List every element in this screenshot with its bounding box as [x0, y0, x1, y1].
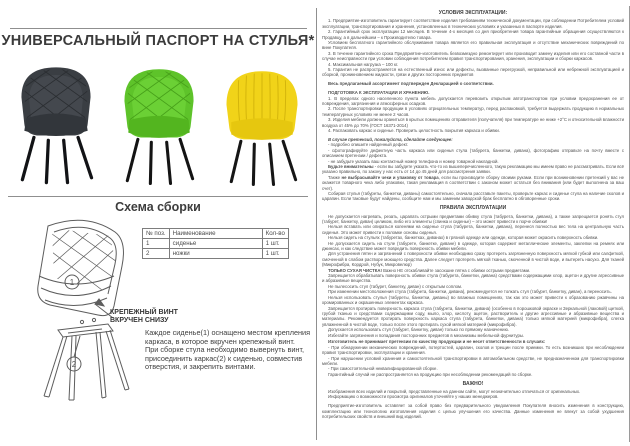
paragraph: 2. После транспортировки продукции в условиях отрицательных температур, перед распаковкой, требуется выдержать продукцию в нормальных температурных условиях не менее 2 часов.: [322, 106, 624, 117]
assembly-text-2: При сборке стула необходимо вывернуть винт, присоединить каркас(2) к сиденью, совместив отверстия, и закрепить винтами.: [145, 345, 305, 372]
paragraph: Условием бесплатного гарантийного обслуживания товара является его правильная эксплуатация и отсутствие механических повреждений по вине Покупателя.: [322, 39, 624, 51]
paragraph: 5. Гарантия не распространяется на естественный износ или дефекты, вызванные перегрузкой, неправильной или небрежной эксплуатацией и сборкой, проникновением жидкости, грязи и других посторонних предметов: [322, 66, 624, 78]
paragraph: Для устранения пятен и загрязнений с поверхности обивки необходимо сразу протереть загрязненную поверхность мягкой губкой или салфеткой, смоченной в слабом растворе моющего средства. Далее следует протереть мягкой тканью, смоченной в чистой воде, и вытереть насухо. Для тканей (Микрофибра, Кордрой, Нубук, Микровелюр): [322, 251, 624, 268]
page-title: УНИВЕРСАЛЬНЫЙ ПАСПОРТ НА СТУЛЬЯ*: [1, 33, 315, 49]
dry-clean-rest: Важно НЕ отскабливайте засохшие пятна с обивки острыми предметами.: [381, 267, 531, 273]
assembly-instructions: [145, 329, 313, 372]
col-name: Наименование: [169, 229, 262, 239]
claim-item: - подробно опишите найденный дефект.: [328, 142, 409, 148]
table-row: [143, 239, 289, 249]
parts-table: [142, 228, 289, 259]
attention-paragraph: [322, 164, 624, 175]
claim-item: - сфотографируйте дефектную часть каркаса или сиденья стула (табурета, банкетки, дивана), фотографию отправьте на почту вместе с описанием претензии / дефекта.: [322, 147, 624, 159]
table-header-row: [143, 229, 289, 239]
cell-name-1: сиденье: [169, 239, 262, 249]
paragraph: Нельзя вставать или опираться коленями на сиденье стула (табурета, банкетки, дивана), перенеся полностью вес тела на центральную часть сиденья. Это может привести к поломке основы сиденья.: [322, 224, 624, 235]
paragraph: 4. Распаковать каркас и сиденье. Проверить целостность покрытия каркаса и обивки.: [328, 128, 501, 134]
screw-label-line2: ВКРУЧЕН СНИЗУ: [110, 317, 169, 325]
paragraph: Нельзя использовать стулья (табуреты, банкетки, диваны) во влажных помещениях, так как это может привести к образованию ржавчины на хромированных и окрашенных элементах каркаса.: [322, 294, 624, 306]
paragraph: Запрещается протирать поверхность каркаса стула (табурета, банкетки, дивана) (особенно в порошковой окраске и Зеркальной (лаковой) щеткой, грубой тканью и средствами содержащими соду, мыло, хлор, кислоту, ацетон, растворитель и другие агрессивные и абразивные вещества и материалы. Рекомендуется протирать поверхность каркаса стула (табурета, банкетки, дивана) только мягкой материей (микрофибра), слегка увлажненной в чистой воде, только после этого протирать сухой мягкой материей (микрофибра).: [322, 305, 624, 327]
paragraph: Предприятие-изготовитель оставляет за собой право без предварительного уведомления Покупателя вносить изменения в конструкцию, комплектацию или технологию изготовления изделия с целью улучшения его качества. Данные изменения не влекут за собой ухудшения потребительских свойств и внешний вид изделий.: [322, 403, 624, 420]
paragraph: Нельзя сидеть на стульях (табуретах, банкетках, диванах) в грязной одежде или одежде, которая может окрасить поверхность обивки.: [328, 235, 599, 241]
prep-heading: ПОДГОТОВКА К ЭКСПЛУАТАЦИИ И ХРАНЕНИЮ.: [328, 90, 430, 96]
cell-qty-1: 1 шт.: [262, 239, 288, 249]
manufacturer-item: - При нарушении условий хранения и самостоятельной транспортировки в автомобильном средстве, не предназначенном для транспортировки мебели.: [322, 355, 624, 367]
section-rule: [8, 196, 308, 197]
paragraph: Гарантийный случай не распространяется на продукцию при несоблюдении рекомендаций по сборке.: [328, 371, 533, 377]
chair-legs: [231, 141, 295, 184]
claim-item: - не забудьте указать ваш контактный номер телефона и номер товарной накладной.: [328, 158, 499, 164]
paragraph: 4. Максимальная нагрузка – 100 кг.: [328, 61, 399, 67]
assembly-text-1: Каждое сиденье(1) оснащено местом крепления каркаса, в которое вкручен крепежный винт.: [145, 328, 311, 346]
attention-rest: - если вы забудете указать что-то из вышеперечисленного, такую рекламацию мы имеем право не рассматривать. Если всё указано правильно, по закону у нас есть от 14 до 45 дней для рассмотрения заявки.: [322, 163, 624, 175]
cell-qty-2: 1 шт.: [262, 249, 288, 259]
cell-pos-2: 2: [143, 249, 170, 259]
chair-legs: [127, 139, 192, 183]
paragraph: Изображения всех изделий и покрытий, представленные на данном сайте, могут незначительно отличаться от оригинальных.: [328, 389, 581, 395]
attention-lead: Будьте внимательны: [328, 163, 374, 169]
callout-1: 1: [69, 278, 75, 287]
screw-callout-label: [110, 309, 230, 326]
chair-legs: [22, 137, 91, 182]
important-heading: ВАЖНО!: [462, 380, 484, 387]
screw-label-line1: КРЕПЕЖНЫЙ ВИНТ: [110, 309, 178, 316]
assembly-heading: Схема сборки: [115, 200, 201, 214]
paragraph: 1. В пределах одного населенного пункта мебель допускается перевозить открытым автотранспортом при условии предохранения ее от повреждения, загрязнения и атмосферных осадков.: [322, 95, 624, 106]
paragraph: Не допускается нагревать, резать, царапать острыми предметами обивку стула (табурета, банкетки, дивана), а также запрещается ронять стул (табурет, банкетку, диван) целиком, либо его элементы (спинка и сиденье) – это может привести к порче обивки!: [322, 213, 624, 224]
paragraph: 1. Предприятие-изготовитель гарантирует соответствие изделия требованиям технической документации, при соблюдении Потребителем условий эксплуатации, транспортирования и хранения, установленных в технических условиях и указанных в паспорте изделия.: [322, 18, 624, 29]
chair-image-yellow: [214, 58, 310, 190]
keep-receipt-paragraph: [322, 175, 624, 191]
conditions-heading: УСЛОВИЯ ЭКСПЛУАТАЦИИ:: [438, 10, 508, 16]
conditions-column: [322, 10, 624, 442]
callout-2: 2: [71, 360, 77, 369]
paragraph: 3. Изделия мебели должны храниться в крытых помещениях отправителя (получателя) при температуре не ниже +2°С и относительной влажности воздуха от 45% до 70% (ГОСТ 16371-2014): [322, 117, 624, 128]
paragraph: 3. В течение гарантийного срока Предприятие-изготовитель безвозмездно ремонтирует или производит замену изделия или его составной части в случае неисправности при условии соблюдения потребителем правил транспортирования, хранения, эксплуатации и сборки каркасов.: [322, 50, 624, 62]
col-position: № поз.: [143, 229, 170, 239]
paragraph: Собирая стулья (табуреты, банкетки, диваны) самостоятельно, сначала расставьте пакеты, проверьте каркас и сиденье стула на наличие сколов и царапин. Если таковые будут найдены, сообщите нам и мы заменим заводской брак бесплатно в обговоренные сроки.: [322, 190, 624, 202]
top-rule: [10, 28, 307, 29]
chair-image-dark-gray: [8, 58, 104, 190]
paragraph: Запрещается обрабатывать поверхность обивки стула (табурета, банкетки, дивана) средствами содержащими хлор, ацетон и другие агрессивные и абразивные вещества.: [322, 273, 624, 284]
paragraph: Избегайте загрязнения и попадания посторонних предметов в механизмы мебельной фурнитуры.: [328, 332, 525, 338]
cell-name-2: ножки: [169, 249, 262, 259]
chair-photos: [8, 52, 310, 190]
manufacturer-item: - При обнаружении механических повреждений, потертостей, царапин, сколов и трещин после приемки. То есть возникших при несоблюдении правил транспортировки, эксплуатации и хранения.: [322, 344, 624, 356]
assortment-note: Весь предлагаемый ассортимент подтвержден Декларацией о соответствии.: [328, 81, 494, 87]
chair-image-green: [111, 58, 207, 190]
paragraph: Не допускается сидеть на стуле (табурете, банкетке, диване) в одежде, которая содержит металлические элементы, заклепки на ремнях или джинсах, и как следствие может повредить поверхность обивки мебели.: [322, 240, 624, 252]
dry-clean-lead: ТОЛЬКО СУХАЯ ЧИСТКА!: [328, 267, 382, 273]
paragraph: 2. Гарантийный срок эксплуатации 12 месяцев. В течение 4-х месяцев со дня приобретения товара гарантийные обращения осуществляются к Продавцу, а в дальнейшем – к Производителю товара.: [322, 29, 624, 40]
cell-pos-1: 1: [143, 239, 170, 249]
paragraph: Не пылесосить стул (табурет, банкетку, диван) с открытым соплом.: [328, 283, 463, 289]
keep-rest: , если вы производите сборку своими руками. Если при возникновении претензий у вас не окажется товарного чека либо упаковки, такая рекламация в соответствии с законом может остаться без внимания (или будет выполнена за ваш счет).: [322, 174, 624, 191]
keep-lead: не выбрасывайте чеки и упаковку от товара: [341, 174, 439, 180]
paragraph: Допускается использовать стул (табурет, банкетку, диван) только по прямому назначению.: [328, 327, 509, 333]
column-divider: [316, 8, 317, 440]
col-qty: Кол-во: [262, 229, 288, 239]
manufacturer-heading: Изготовитель не принимает претензии по качеству продукции и не несет ответственности в случаях:: [328, 339, 546, 345]
manufacturer-item: - При самостоятельной неквалифицированной сборке.: [328, 366, 438, 372]
keep-pre: Также: [328, 174, 342, 180]
claims-heading: В случае претензий, пожалуйста, сделайте следующее:: [328, 136, 453, 142]
table-row: [143, 249, 289, 259]
rules-heading: ПРАВИЛА ЭКСПЛУАТАЦИИ: [439, 205, 507, 212]
paragraph: При изменении местоположения стула (табурета, банкетки, дивана), рекомендуется не толкать стул (табурет, банкетку, диван), а переносить.: [328, 289, 612, 295]
paragraph: Информацию о возможности просмотра оригиналов уточняйте у наших менеджеров.: [328, 394, 499, 400]
